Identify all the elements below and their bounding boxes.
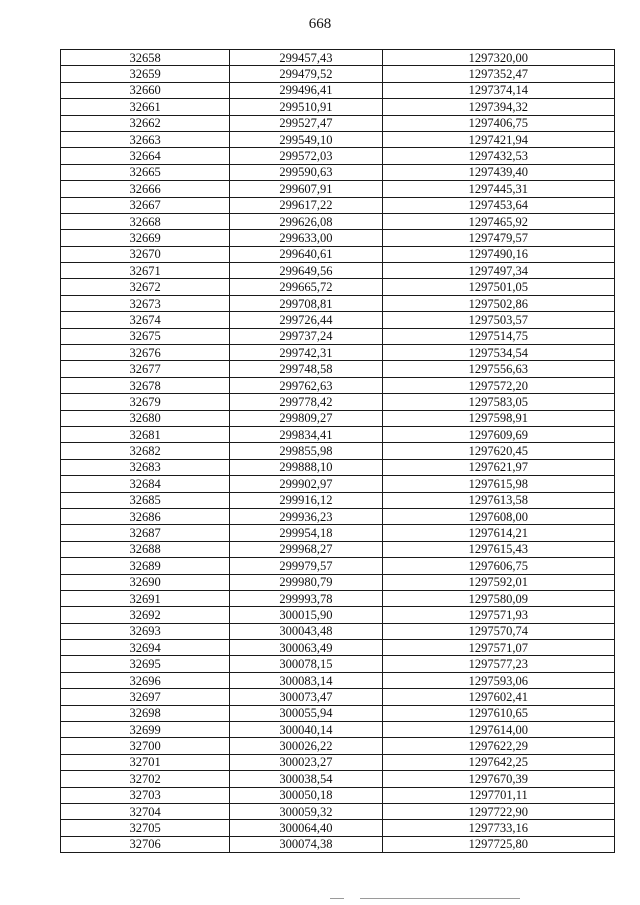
y-coordinate-cell: 1297608,00 <box>382 508 614 524</box>
y-coordinate-cell: 1297642,25 <box>382 754 614 770</box>
y-coordinate-cell: 1297622,29 <box>382 738 614 754</box>
y-coordinate-cell: 1297615,43 <box>382 541 614 557</box>
x-coordinate-cell: 299737,24 <box>230 328 382 344</box>
point-number-cell: 32678 <box>61 377 230 393</box>
x-coordinate-cell: 299626,08 <box>230 213 382 229</box>
y-coordinate-cell: 1297453,64 <box>382 197 614 213</box>
point-number-cell: 32666 <box>61 181 230 197</box>
x-coordinate-cell: 299649,56 <box>230 263 382 279</box>
x-coordinate-cell: 299979,57 <box>230 558 382 574</box>
x-coordinate-cell: 299457,43 <box>230 50 382 66</box>
table-row <box>61 377 615 393</box>
table-row <box>61 607 615 623</box>
point-number-cell: 32661 <box>61 99 230 115</box>
point-number-cell: 32664 <box>61 148 230 164</box>
point-number-cell: 32685 <box>61 492 230 508</box>
table-row <box>61 50 615 66</box>
point-number-cell: 32706 <box>61 836 230 852</box>
point-number-cell: 32693 <box>61 623 230 639</box>
table-row <box>61 115 615 131</box>
y-coordinate-cell: 1297620,45 <box>382 443 614 459</box>
y-coordinate-cell: 1297320,00 <box>382 50 614 66</box>
x-coordinate-cell: 299640,61 <box>230 246 382 262</box>
table-row <box>61 394 615 410</box>
point-number-cell: 32699 <box>61 722 230 738</box>
point-number-cell: 32703 <box>61 787 230 803</box>
x-coordinate-cell: 299936,23 <box>230 508 382 524</box>
x-coordinate-cell: 299968,27 <box>230 541 382 557</box>
table-row <box>61 361 615 377</box>
x-coordinate-cell: 300059,32 <box>230 803 382 819</box>
y-coordinate-cell: 1297572,20 <box>382 377 614 393</box>
x-coordinate-cell: 299590,63 <box>230 164 382 180</box>
table-row <box>61 213 615 229</box>
point-number-cell: 32689 <box>61 558 230 574</box>
table-row <box>61 164 615 180</box>
table-row <box>61 476 615 492</box>
table-row <box>61 771 615 787</box>
x-coordinate-cell: 299742,31 <box>230 345 382 361</box>
table-row <box>61 410 615 426</box>
y-coordinate-cell: 1297570,74 <box>382 623 614 639</box>
y-coordinate-cell: 1297490,16 <box>382 246 614 262</box>
x-coordinate-cell: 299980,79 <box>230 574 382 590</box>
table-row <box>61 836 615 852</box>
table-row <box>61 459 615 475</box>
table-row <box>61 803 615 819</box>
point-number-cell: 32672 <box>61 279 230 295</box>
point-number-cell: 32662 <box>61 115 230 131</box>
table-row <box>61 197 615 213</box>
y-coordinate-cell: 1297374,14 <box>382 82 614 98</box>
y-coordinate-cell: 1297606,75 <box>382 558 614 574</box>
point-number-cell: 32665 <box>61 164 230 180</box>
point-number-cell: 32658 <box>61 50 230 66</box>
table-row <box>61 263 615 279</box>
table-row <box>61 705 615 721</box>
table-row <box>61 508 615 524</box>
point-number-cell: 32690 <box>61 574 230 590</box>
point-number-cell: 32671 <box>61 263 230 279</box>
y-coordinate-cell: 1297352,47 <box>382 66 614 82</box>
point-number-cell: 32688 <box>61 541 230 557</box>
point-number-cell: 32674 <box>61 312 230 328</box>
x-coordinate-cell: 300064,40 <box>230 820 382 836</box>
x-coordinate-cell: 300043,48 <box>230 623 382 639</box>
table-row <box>61 656 615 672</box>
table-body <box>61 50 615 853</box>
point-number-cell: 32682 <box>61 443 230 459</box>
point-number-cell: 32704 <box>61 803 230 819</box>
x-coordinate-cell: 299549,10 <box>230 131 382 147</box>
point-number-cell: 32680 <box>61 410 230 426</box>
table-row <box>61 426 615 442</box>
y-coordinate-cell: 1297501,05 <box>382 279 614 295</box>
point-number-cell: 32676 <box>61 345 230 361</box>
y-coordinate-cell: 1297432,53 <box>382 148 614 164</box>
table-row <box>61 131 615 147</box>
x-coordinate-cell: 299665,72 <box>230 279 382 295</box>
x-coordinate-cell: 300026,22 <box>230 738 382 754</box>
x-coordinate-cell: 300050,18 <box>230 787 382 803</box>
table-row <box>61 558 615 574</box>
scan-artifact <box>330 898 344 899</box>
table-row <box>61 672 615 688</box>
table-row <box>61 295 615 311</box>
table-row <box>61 279 615 295</box>
y-coordinate-cell: 1297701,11 <box>382 787 614 803</box>
y-coordinate-cell: 1297421,94 <box>382 131 614 147</box>
x-coordinate-cell: 300078,15 <box>230 656 382 672</box>
scan-artifact <box>360 898 520 899</box>
x-coordinate-cell: 299916,12 <box>230 492 382 508</box>
point-number-cell: 32660 <box>61 82 230 98</box>
x-coordinate-cell: 299993,78 <box>230 590 382 606</box>
y-coordinate-cell: 1297598,91 <box>382 410 614 426</box>
point-number-cell: 32691 <box>61 590 230 606</box>
x-coordinate-cell: 300015,90 <box>230 607 382 623</box>
table-row <box>61 754 615 770</box>
point-number-cell: 32677 <box>61 361 230 377</box>
y-coordinate-cell: 1297394,32 <box>382 99 614 115</box>
point-number-cell: 32681 <box>61 426 230 442</box>
point-number-cell: 32705 <box>61 820 230 836</box>
y-coordinate-cell: 1297580,09 <box>382 590 614 606</box>
table-row <box>61 328 615 344</box>
point-number-cell: 32697 <box>61 689 230 705</box>
x-coordinate-cell: 299778,42 <box>230 394 382 410</box>
x-coordinate-cell: 299809,27 <box>230 410 382 426</box>
point-number-cell: 32669 <box>61 230 230 246</box>
x-coordinate-cell: 299954,18 <box>230 525 382 541</box>
x-coordinate-cell: 299902,97 <box>230 476 382 492</box>
y-coordinate-cell: 1297497,34 <box>382 263 614 279</box>
point-number-cell: 32700 <box>61 738 230 754</box>
y-coordinate-cell: 1297406,75 <box>382 115 614 131</box>
page-number: 668 <box>308 16 332 32</box>
point-number-cell: 32692 <box>61 607 230 623</box>
point-number-cell: 32670 <box>61 246 230 262</box>
y-coordinate-cell: 1297621,97 <box>382 459 614 475</box>
x-coordinate-cell: 299607,91 <box>230 181 382 197</box>
point-number-cell: 32702 <box>61 771 230 787</box>
table-row <box>61 492 615 508</box>
table-row <box>61 623 615 639</box>
x-coordinate-cell: 299510,91 <box>230 99 382 115</box>
y-coordinate-cell: 1297615,98 <box>382 476 614 492</box>
y-coordinate-cell: 1297502,86 <box>382 295 614 311</box>
table-row <box>61 787 615 803</box>
table-row <box>61 574 615 590</box>
point-number-cell: 32694 <box>61 640 230 656</box>
point-number-cell: 32686 <box>61 508 230 524</box>
table-row <box>61 738 615 754</box>
x-coordinate-cell: 299834,41 <box>230 426 382 442</box>
y-coordinate-cell: 1297614,00 <box>382 722 614 738</box>
x-coordinate-cell: 300083,14 <box>230 672 382 688</box>
y-coordinate-cell: 1297583,05 <box>382 394 614 410</box>
x-coordinate-cell: 300073,47 <box>230 689 382 705</box>
y-coordinate-cell: 1297593,06 <box>382 672 614 688</box>
point-number-cell: 32675 <box>61 328 230 344</box>
y-coordinate-cell: 1297556,63 <box>382 361 614 377</box>
x-coordinate-cell: 299479,52 <box>230 66 382 82</box>
point-number-cell: 32683 <box>61 459 230 475</box>
x-coordinate-cell: 299762,63 <box>230 377 382 393</box>
y-coordinate-cell: 1297534,54 <box>382 345 614 361</box>
x-coordinate-cell: 300038,54 <box>230 771 382 787</box>
y-coordinate-cell: 1297479,57 <box>382 230 614 246</box>
x-coordinate-cell: 299855,98 <box>230 443 382 459</box>
table-row <box>61 246 615 262</box>
x-coordinate-cell: 299888,10 <box>230 459 382 475</box>
table-row <box>61 640 615 656</box>
x-coordinate-cell: 300040,14 <box>230 722 382 738</box>
x-coordinate-cell: 299496,41 <box>230 82 382 98</box>
y-coordinate-cell: 1297609,69 <box>382 426 614 442</box>
x-coordinate-cell: 299708,81 <box>230 295 382 311</box>
point-number-cell: 32667 <box>61 197 230 213</box>
x-coordinate-cell: 300063,49 <box>230 640 382 656</box>
y-coordinate-cell: 1297571,07 <box>382 640 614 656</box>
y-coordinate-cell: 1297613,58 <box>382 492 614 508</box>
y-coordinate-cell: 1297503,57 <box>382 312 614 328</box>
y-coordinate-cell: 1297722,90 <box>382 803 614 819</box>
table-row <box>61 99 615 115</box>
table-row <box>61 590 615 606</box>
x-coordinate-cell: 299633,00 <box>230 230 382 246</box>
x-coordinate-cell: 299726,44 <box>230 312 382 328</box>
y-coordinate-cell: 1297733,16 <box>382 820 614 836</box>
table-row <box>61 230 615 246</box>
x-coordinate-cell: 300074,38 <box>230 836 382 852</box>
point-number-cell: 32698 <box>61 705 230 721</box>
coordinates-table <box>60 49 615 853</box>
x-coordinate-cell: 299572,03 <box>230 148 382 164</box>
y-coordinate-cell: 1297514,75 <box>382 328 614 344</box>
y-coordinate-cell: 1297571,93 <box>382 607 614 623</box>
table-row <box>61 443 615 459</box>
y-coordinate-cell: 1297602,41 <box>382 689 614 705</box>
y-coordinate-cell: 1297445,31 <box>382 181 614 197</box>
point-number-cell: 32679 <box>61 394 230 410</box>
table-row <box>61 181 615 197</box>
x-coordinate-cell: 299527,47 <box>230 115 382 131</box>
table-row <box>61 722 615 738</box>
point-number-cell: 32701 <box>61 754 230 770</box>
table-row <box>61 689 615 705</box>
table-row <box>61 66 615 82</box>
table-row <box>61 541 615 557</box>
point-number-cell: 32659 <box>61 66 230 82</box>
x-coordinate-cell: 300023,27 <box>230 754 382 770</box>
x-coordinate-cell: 300055,94 <box>230 705 382 721</box>
y-coordinate-cell: 1297592,01 <box>382 574 614 590</box>
point-number-cell: 32663 <box>61 131 230 147</box>
y-coordinate-cell: 1297465,92 <box>382 213 614 229</box>
table-row <box>61 525 615 541</box>
y-coordinate-cell: 1297725,80 <box>382 836 614 852</box>
point-number-cell: 32668 <box>61 213 230 229</box>
table-row <box>61 820 615 836</box>
table-row <box>61 345 615 361</box>
y-coordinate-cell: 1297670,39 <box>382 771 614 787</box>
y-coordinate-cell: 1297614,21 <box>382 525 614 541</box>
y-coordinate-cell: 1297610,65 <box>382 705 614 721</box>
table-row <box>61 82 615 98</box>
point-number-cell: 32695 <box>61 656 230 672</box>
point-number-cell: 32687 <box>61 525 230 541</box>
table-row <box>61 148 615 164</box>
y-coordinate-cell: 1297577,23 <box>382 656 614 672</box>
point-number-cell: 32696 <box>61 672 230 688</box>
y-coordinate-cell: 1297439,40 <box>382 164 614 180</box>
point-number-cell: 32673 <box>61 295 230 311</box>
point-number-cell: 32684 <box>61 476 230 492</box>
x-coordinate-cell: 299748,58 <box>230 361 382 377</box>
x-coordinate-cell: 299617,22 <box>230 197 382 213</box>
table-row <box>61 312 615 328</box>
